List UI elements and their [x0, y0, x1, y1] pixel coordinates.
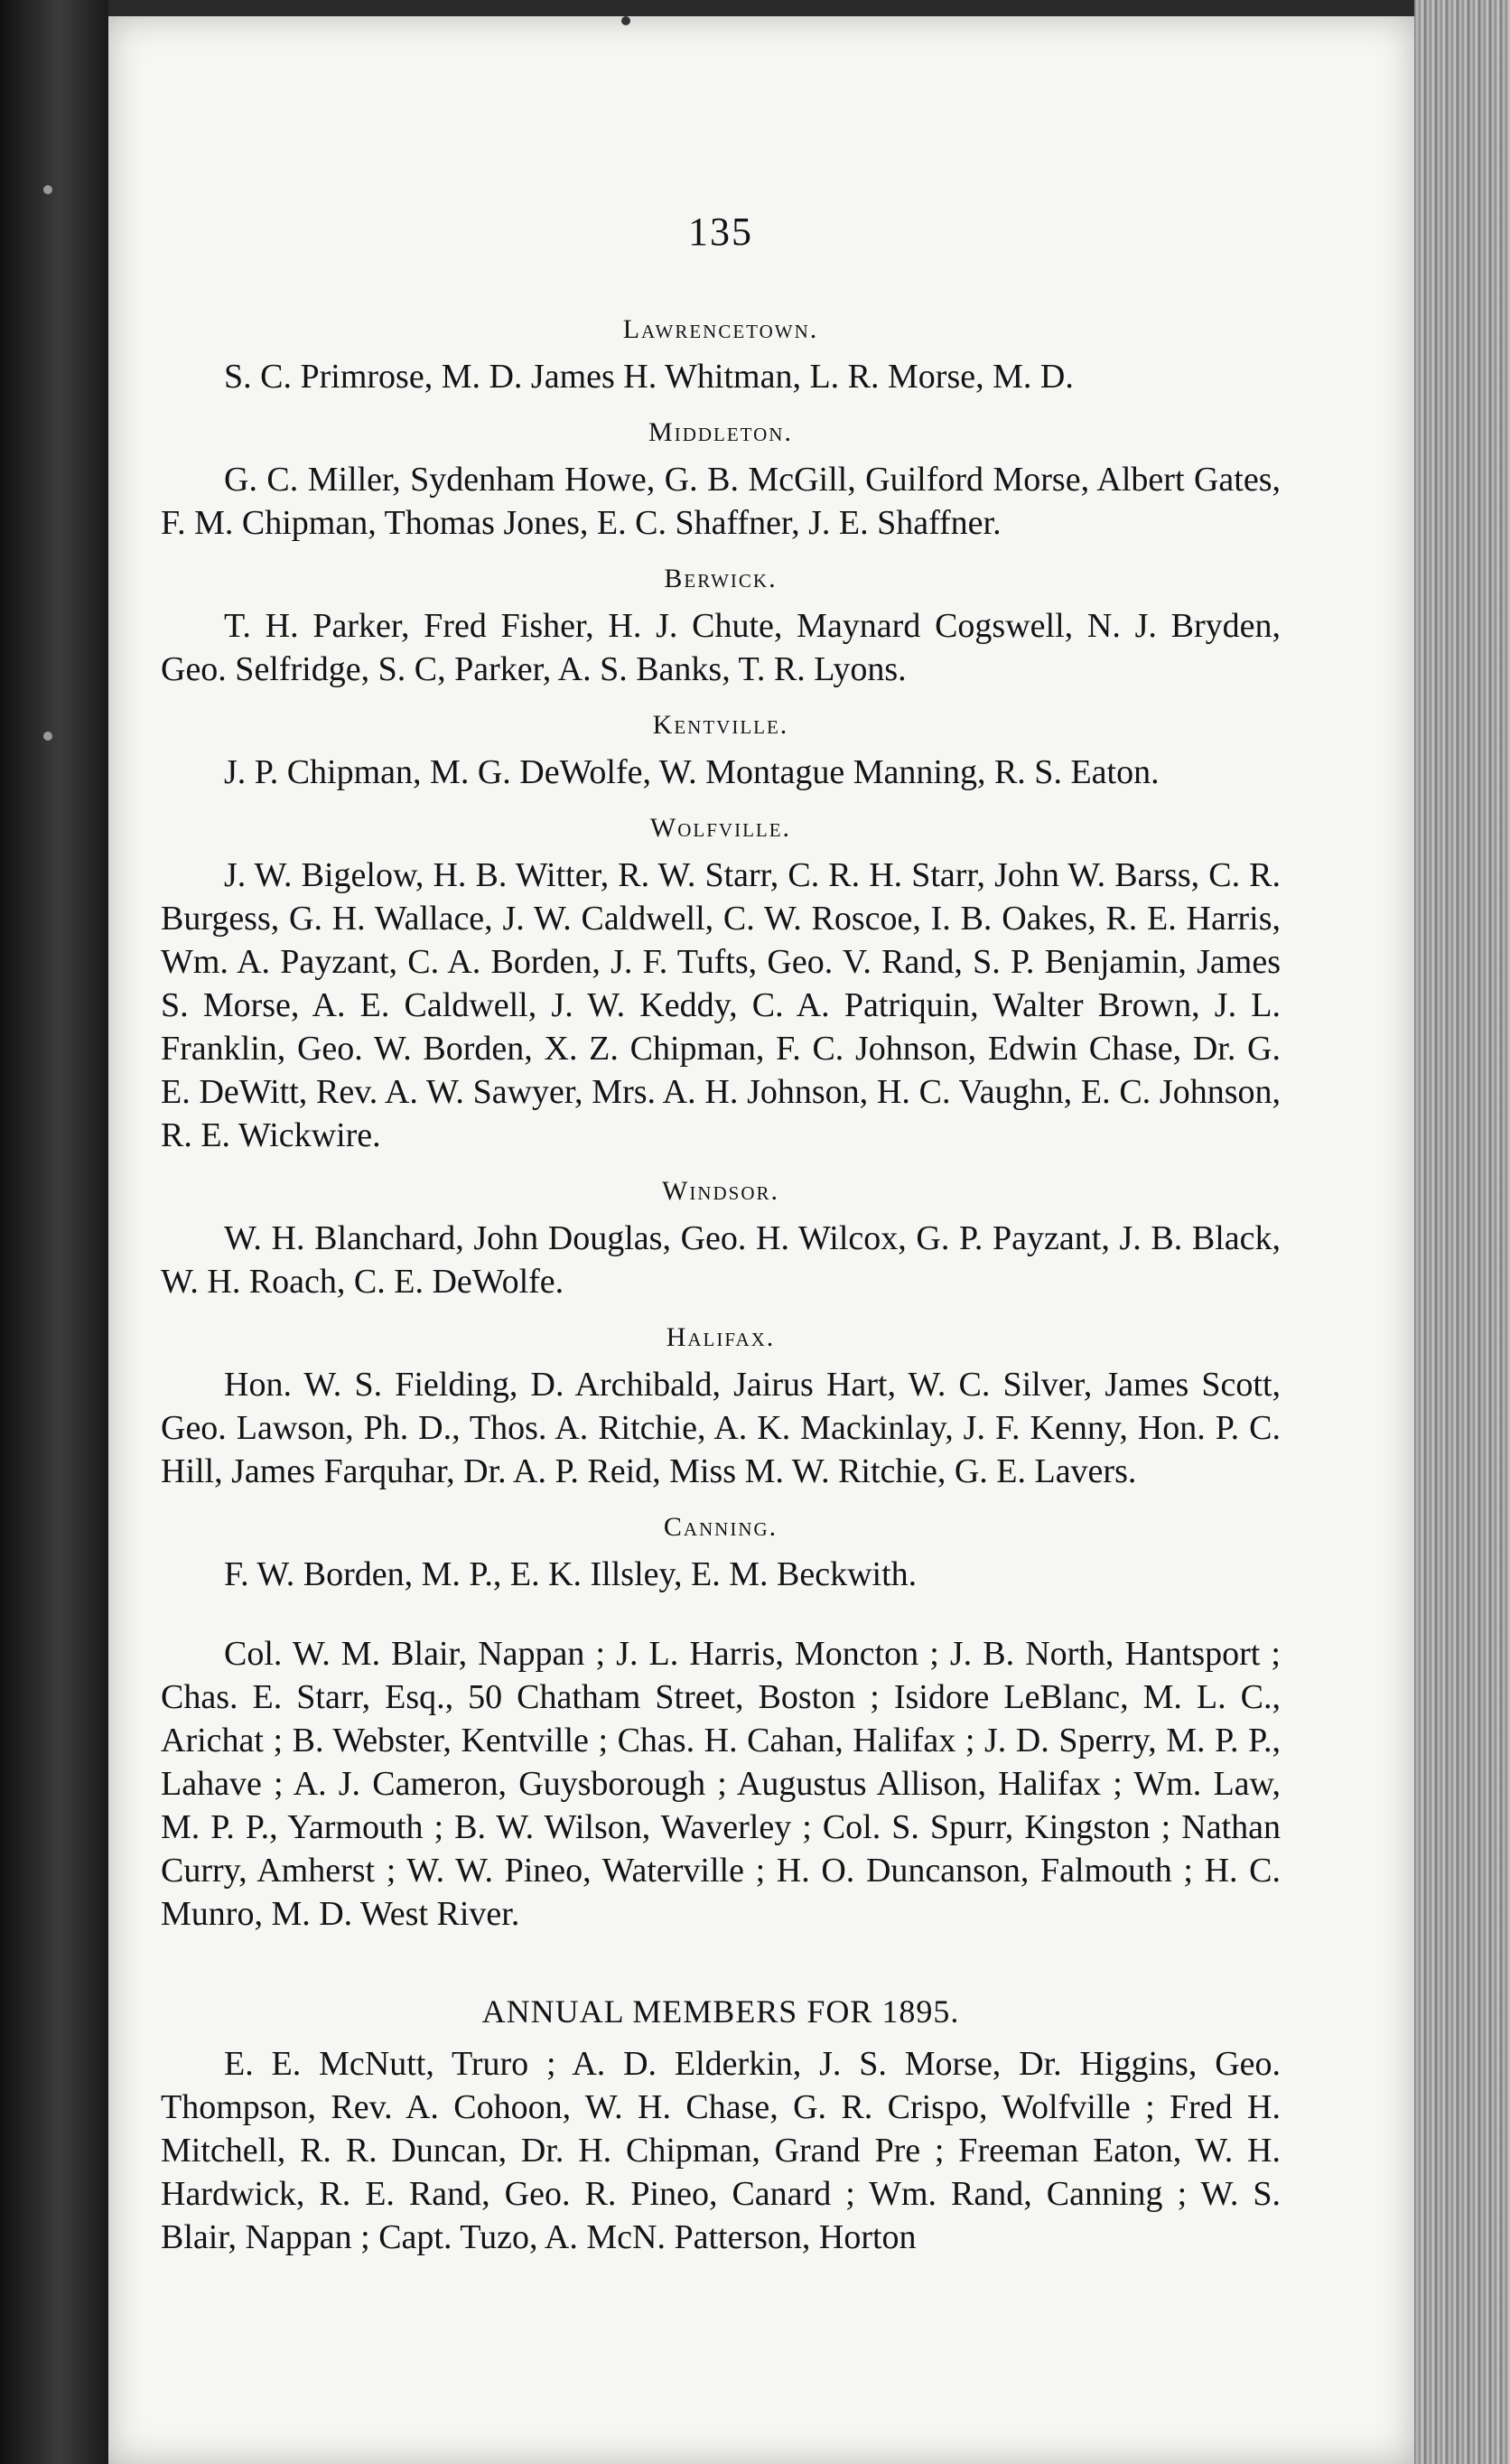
section-text: T. H. Parker, Fred Fisher, H. J. Chute, Maynard Cogswell, N. J. Bryden, Geo. Selfridge, S. C, Parker, A. S. Banks, T. R. Lyons. [161, 607, 1281, 688]
section-text: G. C. Miller, Sydenham Howe, G. B. McGill, Guilford Morse, Albert Gates, F. M. Chipman, Thomas Jones, E. C. Shaffner, J. E. Shaffner. [161, 461, 1281, 542]
section-windsor [161, 1170, 1281, 1303]
section-lawrencetown [161, 308, 1281, 398]
section-text: F. W. Borden, M. P., E. K. Illsley, E. M. Beckwith. [224, 1555, 918, 1593]
paper-speck [43, 732, 52, 741]
ink-dot [621, 16, 630, 25]
section-heading: Canning. [663, 1512, 778, 1542]
section-canning [161, 1506, 1281, 1596]
annual-members-text: E. E. McNutt, Truro ; A. D. Elderkin, J. S. Morse, Dr. Higgins, Geo. Thompson, Rev. A. Cohoon, W. H. Chase, G. R. Crispo, Wolfville ; Fred H. Mitchell, R. R. Duncan, Dr. H. Chipman, Grand Pre ; Freeman Eaton, W. H. Hardwick, R. E. Rand, Geo. R. Pineo, Canard ; Wm. Rand, Canning ; W. S. Blair, Nappan ; Capt. Tuzo, A. McN. Patterson, Horton [161, 2045, 1281, 2256]
page-number: 135 [688, 210, 753, 254]
section-text: W. H. Blanchard, John Douglas, Geo. H. Wilcox, G. P. Payzant, J. B. Black, W. H. Roach, C. E. DeWolfe. [161, 1219, 1281, 1301]
page-content [161, 210, 1281, 2264]
section-berwick [161, 557, 1281, 691]
book-right-edge [1414, 0, 1510, 2464]
section-text: J. W. Bigelow, H. B. Witter, R. W. Starr, C. R. H. Starr, John W. Barss, C. R. Burgess, G. H. Wallace, J. W. Caldwell, C. W. Roscoe, I. B. Oakes, R. E. Harris, Wm. A. Payzant, C. A. Borden, J. F. Tufts, Geo. V. Rand, S. P. Benjamin, James S. Morse, A. E. Caldwell, J. W. Keddy, C. A. Patriquin, Walter Brown, J. L. Franklin, Geo. W. Borden, X. Z. Chipman, F. C. Johnson, Edwin Chase, Dr. G. E. DeWitt, Rev. A. W. Sawyer, Mrs. A. H. Johnson, H. C. Vaughn, E. C. Johnson, R. E. Wickwire. [161, 856, 1281, 1154]
section-heading: Windsor. [662, 1176, 779, 1206]
section-halifax [161, 1316, 1281, 1493]
paper-speck [43, 185, 52, 194]
section-text: S. C. Primrose, M. D. James H. Whitman, L. R. Morse, M. D. [224, 358, 1074, 396]
section-heading: Kentville. [652, 710, 789, 740]
section-heading: Middleton. [648, 417, 793, 447]
book-left-edge [0, 0, 108, 2464]
miscellaneous-members-text: Col. W. M. Blair, Nappan ; J. L. Harris, Moncton ; J. B. North, Hantsport ; Chas. E. Starr, Esq., 50 Chatham Street, Boston ; Isidore LeBlanc, M. L. C., Arichat ; B. Webster, Kentville ; Chas. H. Cahan, Halifax ; J. D. Sperry, M. P. P., Lahave ; A. J. Cameron, Guysborough ; Augustus Allison, Halifax ; Wm. Law, M. P. P., Yarmouth ; B. W. Wilson, Waverley ; Col. S. Spurr, Kingston ; Nathan Curry, Amherst ; W. W. Pineo, Waterville ; H. O. Duncanson, Falmouth ; H. C. Munro, M. D. West River. [161, 1635, 1281, 1933]
section-heading: Wolfville. [649, 813, 792, 843]
section-text: Hon. W. S. Fielding, D. Archibald, Jairus Hart, W. C. Silver, James Scott, Geo. Lawson, Ph. D., Thos. A. Ritchie, A. K. Mackinlay, J. F. Kenny, Hon. P. C. Hill, James Farquhar, Dr. A. P. Reid, Miss M. W. Ritchie, G. E. Lavers. [161, 1366, 1281, 1490]
section-middleton [161, 411, 1281, 545]
section-wolfville [161, 807, 1281, 1157]
section-heading: Berwick. [664, 564, 778, 593]
section-kentville [161, 704, 1281, 794]
annual-members-heading: ANNUAL MEMBERS FOR 1895. [481, 1993, 960, 2030]
section-text: J. P. Chipman, M. G. DeWolfe, W. Montague Manning, R. S. Eaton. [224, 753, 1160, 791]
section-heading: Halifax. [666, 1322, 776, 1352]
section-heading: Lawrencetown. [622, 314, 819, 344]
book-page [108, 16, 1414, 2464]
